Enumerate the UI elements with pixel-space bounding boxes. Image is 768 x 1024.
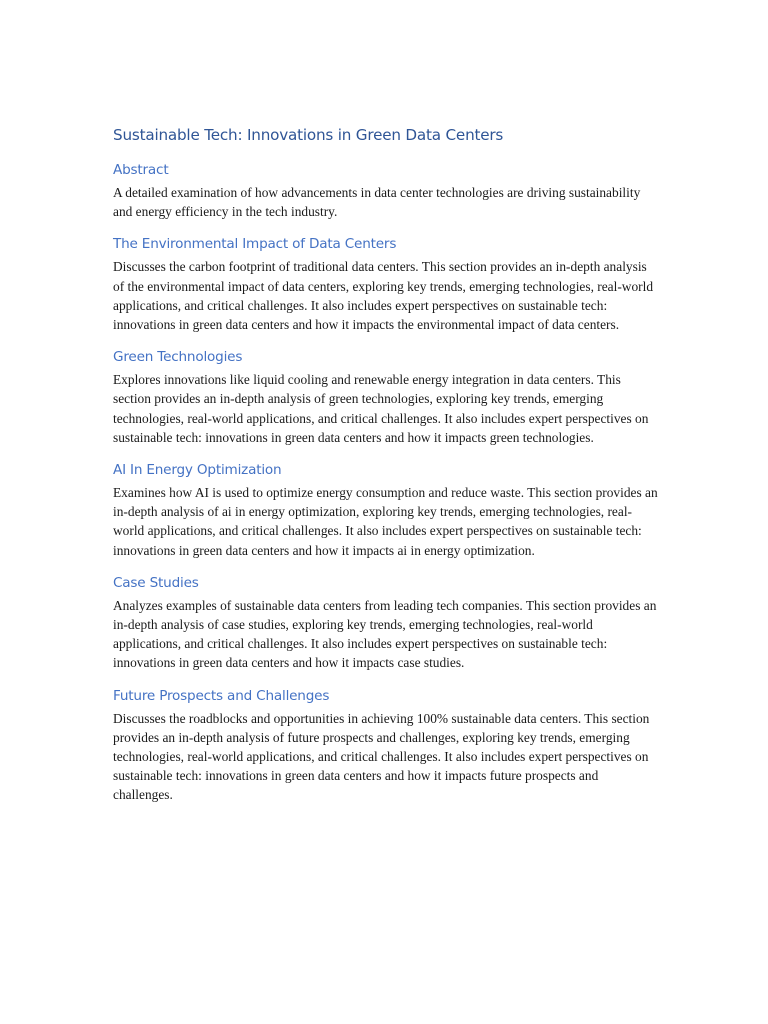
section-abstract xyxy=(113,160,661,221)
section-body: Discusses the carbon footprint of traditional data centers. This section provides an in-depth analysis of the environmental impact of data centers, exploring key trends, emerging technologies, real-world applications, and critical challenges. It also includes expert perspectives on sustainable tech: innovations in green data centers and how it impacts the environmental impact of data centers. xyxy=(113,259,654,333)
section-body: Examines how AI is used to optimize energy consumption and reduce waste. This section provides an in-depth analysis of ai in energy optimization, exploring key trends, emerging technologies, real-world applications, and critical challenges. It also includes expert perspectives on sustainable tech: innovations in green data centers and how it impacts ai in energy optimization. xyxy=(113,485,658,558)
section-body: A detailed examination of how advancements in data center technologies are driving sustainability and energy efficiency in the tech industry. xyxy=(113,185,641,220)
document-title: Sustainable Tech: Innovations in Green Data Centers xyxy=(113,126,504,144)
section-heading: Future Prospects and Challenges xyxy=(113,687,330,704)
document-page xyxy=(113,124,661,818)
section-heading: Case Studies xyxy=(113,574,199,591)
section-body: Analyzes examples of sustainable data centers from leading tech companies. This section provides an in-depth analysis of case studies, exploring key trends, emerging technologies, real-world applications, and critical challenges. It also includes expert perspectives on sustainable tech: innovations in green data centers and how it impacts case studies. xyxy=(113,597,657,671)
section-ai-energy-optimization xyxy=(113,460,661,560)
section-case-studies xyxy=(113,573,661,673)
section-body: Explores innovations like liquid cooling and renewable energy integration in data centers. This section provides an in-depth analysis of green technologies, exploring key trends, emerging technologies, real-world applications, and critical challenges. It also includes expert perspectives on sustainable tech: innovations in green data centers and how it impacts green technologies. xyxy=(113,372,649,445)
section-heading: Green Technologies xyxy=(113,349,243,366)
section-body: Discusses the roadblocks and opportunities in achieving 100% sustainable data centers. This section provides an in-depth analysis of future prospects and challenges, exploring key trends, emerging technologies, real-world applications, and critical challenges. It also includes expert perspectives on sustainable tech: innovations in green data centers and how it impacts future prospects and challenges. xyxy=(113,710,650,803)
section-environmental-impact xyxy=(113,234,661,334)
section-green-technologies xyxy=(113,347,661,447)
section-heading: AI In Energy Optimization xyxy=(113,462,282,479)
section-heading: The Environmental Impact of Data Centers xyxy=(113,236,397,253)
section-heading: Abstract xyxy=(113,162,169,178)
section-future-prospects xyxy=(113,686,661,805)
